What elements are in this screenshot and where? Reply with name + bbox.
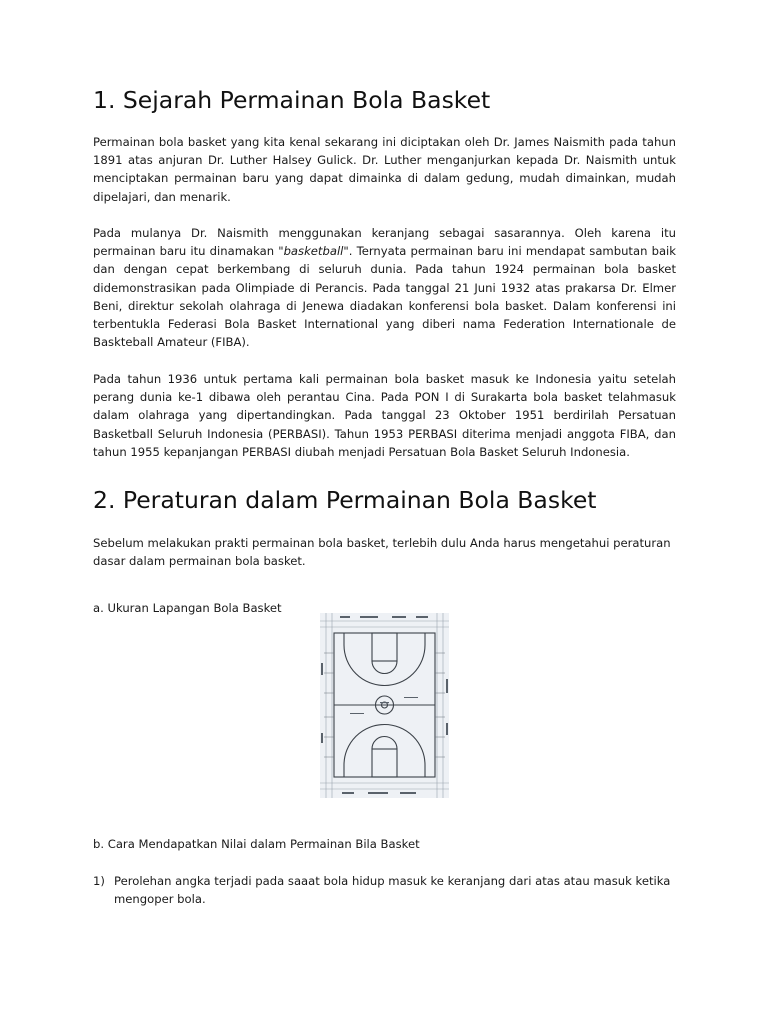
section-1-heading: 1. Sejarah Permainan Bola Basket [93,86,491,114]
point-1-line-2: mengoper bola. [114,892,206,906]
section-2-intro: Sebelum melakukan prakti permainan bola basket, terlebih dulu Anda harus mengetahui peraturan dasar dalam permainan bola basket. [93,536,671,569]
point-1-line-1: Perolehan angka terjadi pada saaat bola hidup masuk ke keranjang dari atas atau masuk ketika [114,874,671,888]
section-2-heading: 2. Peraturan dalam Permainan Bola Basket [93,486,597,514]
section-1-paragraph-3: Pada tahun 1936 untuk pertama kali permainan bola basket masuk ke Indonesia yaitu setelah perang dunia ke-1 dibawa oleh perantau Cina. Pada PON I di Surakarta bola basket telahmasuk dalam olahraga yang dipertandingkan. Pada tanggal 23 Oktober 1951 berdirilah Persatuan Basketball Seluruh Indonesia (PERBASI). Tahun 1953 PERBASI diterima menjadi anggota FIBA, dan tahun 1955 kepanjangan PERBASI diubah menjadi Persatuan Bola Basket Seluruh Indonesia. [93,372,676,459]
basketball-court-diagram [320,613,449,798]
basketball-term: basketball [283,244,344,259]
section-1-paragraph-1: Permainan bola basket yang kita kenal sekarang ini diciptakan oleh Dr. James Naismith pada tahun 1891 atas anjuran Dr. Luther Halsey Gulick. Dr. Luther menganjurkan kepada Dr. Naismith untuk menciptakan permainan baru yang dapat dimainka di dalam gedung, mudah dimainkan, mudah dipelajari, dan menarik. [93,135,676,204]
item-a-label: a. Ukuran Lapangan Bola Basket [93,601,282,615]
section-1-paragraph-2: Pada mulanya Dr. Naismith menggunakan keranjang sebagai sasarannya. Oleh karena itu permainan baru itu dinamakan "basketball". Ternyata permainan baru ini mendapat sambutan baik dan dengan cepat berkembang di seluruh dunia. Pada tahun 1924 permainan bola basket didemonstrasikan pada Olimpiade di Perancis. Pada tanggal 21 Juni 1932 atas prakarsa Dr. Elmer Beni, direktur sekolah olahraga di Jenewa diadakan konferensi bola basket. Dalam konferensi ini terbentukla Federasi Bola Basket International yang diberi nama Federation Internationale de Baskteball Amateur (FIBA). [93,226,676,350]
point-1 [93,872,676,912]
item-b-label: b. Cara Mendapatkan Nilai dalam Permainan Bila Basket [93,837,420,851]
point-1-number: 1) [93,874,105,888]
